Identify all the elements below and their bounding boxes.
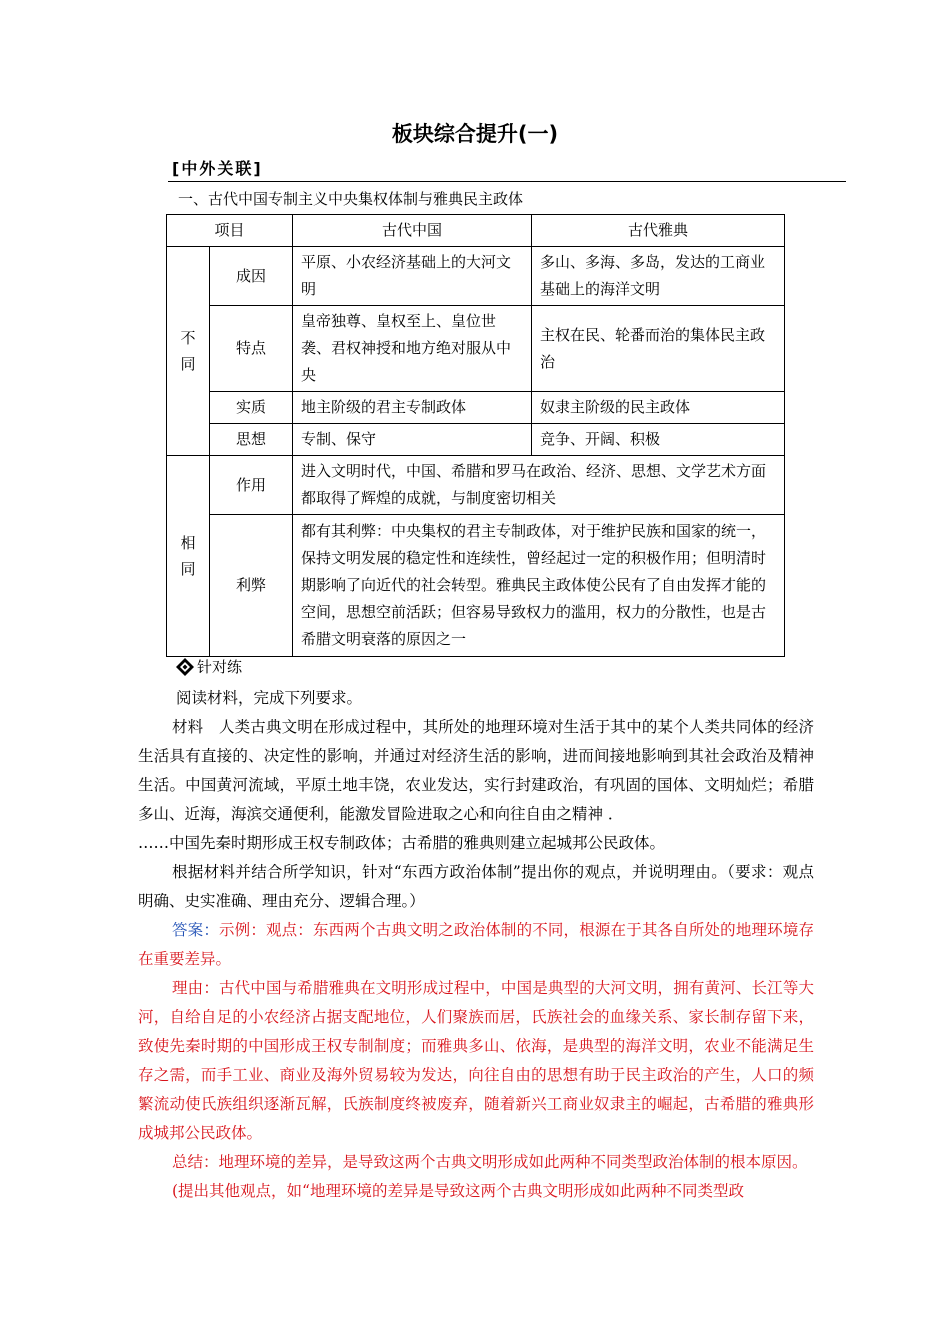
subheading: 一、古代中国专制主义中央集权体制与雅典民主政体 <box>178 190 524 208</box>
material-paragraph-continued: ……中国先秦时期形成王权专制政体；古希腊的雅典则建立起城邦公民政体。 <box>138 834 666 852</box>
row-item: 思想 <box>210 424 293 456</box>
page-title: 板块综合提升(一) <box>391 122 559 146</box>
answer-view-text: 示例：观点：东西两个古典文明之政治体制的不同，根源在于其各自所处的地理环境存在重要差异。 <box>138 921 814 968</box>
cell-china: 专制、保守 <box>293 424 532 456</box>
table-row <box>167 456 785 515</box>
answer-other: (提出其他观点，如“地理环境的差异是导致这两个古典文明形成如此两种不同类型政 <box>172 1182 744 1200</box>
row-item: 实质 <box>210 392 293 424</box>
practice-label: 针对练 <box>197 658 243 676</box>
practice-heading <box>176 656 242 677</box>
answer-view <box>138 916 814 974</box>
header-athens: 古代雅典 <box>532 215 785 247</box>
answer-label: 答案： <box>172 921 219 939</box>
comparison-table <box>166 214 785 657</box>
table-row <box>167 424 785 456</box>
row-item: 作用 <box>210 456 293 515</box>
diamond-icon <box>176 658 194 676</box>
material-paragraph: 材料 人类古典文明在形成过程中，其所处的地理环境对生活于其中的某个人类共同体的经济生活具有直接的、决定性的影响，并通过对经济生活的影响，进而间接地影响到其社会政治及精神生活。中国黄河流域，平原土地丰饶，农业发达，实行封建政治，有巩固的国体、文明灿烂；希腊多山、近海，海滨交通便利，能激发冒险进取之心和向往自由之精神 ． <box>138 718 814 823</box>
cell-china: 地主阶级的君主专制政体 <box>293 392 532 424</box>
cell-athens: 主权在民、轮番而治的集体民主政治 <box>532 306 785 392</box>
section-tag: [中外关联] <box>172 159 263 178</box>
row-item: 利弊 <box>210 515 293 657</box>
row-item: 成因 <box>210 247 293 306</box>
cell-content: 都有其利弊：中央集权的君主专制政体，对于维护民族和国家的统一，保持文明发展的稳定性和连续性，曾经起过一定的积极作用；但明清时期影响了向近代的社会转型。雅典民主政体使公民有了自由发挥才能的空间，思想空前活跃；但容易导致权力的滥用，权力的分散性，也是古希腊文明衰落的原因之一 <box>293 515 785 657</box>
header-item: 项目 <box>167 215 293 247</box>
header-china: 古代中国 <box>293 215 532 247</box>
section-divider <box>168 181 846 182</box>
table-header-row <box>167 215 785 247</box>
cell-china: 平原、小农经济基础上的大河文明 <box>293 247 532 306</box>
cell-athens: 奴隶主阶级的民主政体 <box>532 392 785 424</box>
instruction: 阅读材料，完成下列要求。 <box>176 689 363 707</box>
answer-summary: 总结：地理环境的差异，是导致这两个古典文明形成如此两种不同类型政治体制的根本原因。 <box>172 1153 808 1171</box>
cell-athens: 多山、多海、多岛，发达的工商业基础上的海洋文明 <box>532 247 785 306</box>
cell-content: 进入文明时代，中国、希腊和罗马在政治、经济、思想、文学艺术方面都取得了辉煌的成就，与制度密切相关 <box>293 456 785 515</box>
group-diff-label: 不同 <box>180 329 196 373</box>
group-diff-cell <box>167 247 210 456</box>
row-item: 特点 <box>210 306 293 392</box>
cell-china: 皇帝独尊、皇权至上、皇位世袭、君权神授和地方绝对服从中央 <box>293 306 532 392</box>
cell-athens: 竞争、开阔、积极 <box>532 424 785 456</box>
table-row <box>167 247 785 306</box>
group-same-label: 相同 <box>180 534 196 578</box>
question: 根据材料并结合所学知识，针对“东西方政治体制”提出你的观点，并说明理由。（要求：观点明确、史实准确、理由充分、逻辑合理。） <box>138 863 814 910</box>
table-row <box>167 515 785 657</box>
answer-reason: 理由：古代中国与希腊雅典在文明形成过程中，中国是典型的大河文明，拥有黄河、长江等大河，自给自足的小农经济占据支配地位，人们聚族而居，氏族社会的血缘关系、家长制存留下来，致使先秦时期的中国形成王权专制制度；而雅典多山、依海，是典型的海洋文明，农业不能满足生存之需，而手工业、商业及海外贸易较为发达，向往自由的思想有助于民主政治的产生，人口的频繁流动使氏族组织逐渐瓦解，氏族制度终被废弃，随着新兴工商业奴隶主的崛起，古希腊的雅典形成城邦公民政体。 <box>138 979 814 1142</box>
practice-body <box>138 684 814 1206</box>
table-row <box>167 392 785 424</box>
table-row <box>167 306 785 392</box>
group-same-cell <box>167 456 210 657</box>
